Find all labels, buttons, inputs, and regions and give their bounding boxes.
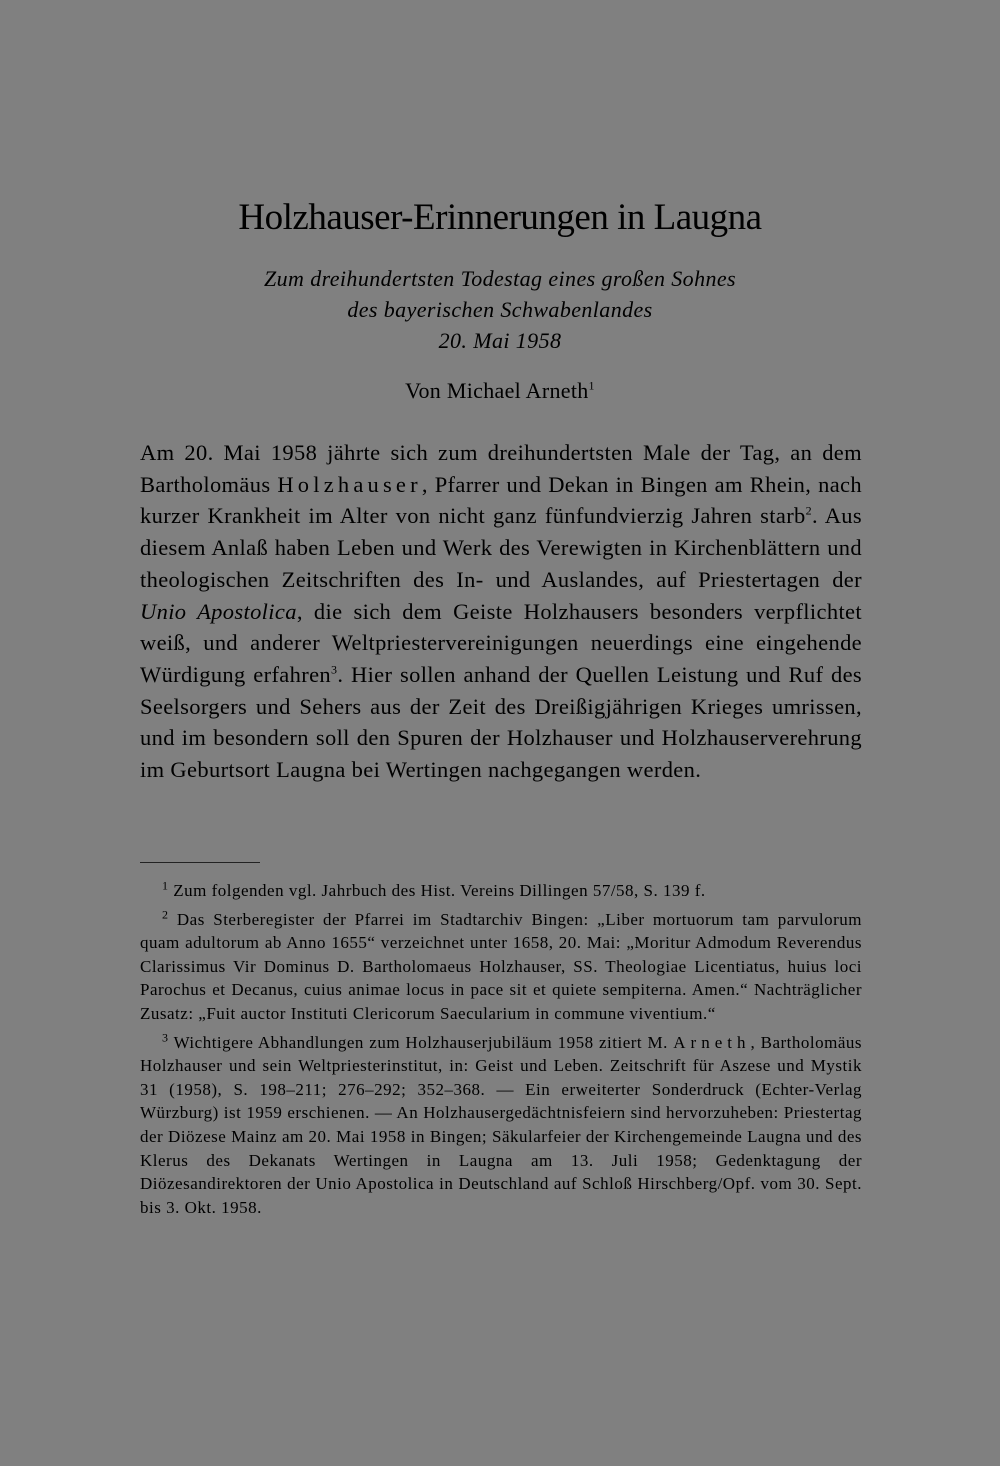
footnote-text: Zum folgenden vgl. Jahrbuch des Hist. Vereins Dillingen 57/58, S. 139 f. <box>173 881 706 900</box>
footnote-text: , Bartholomäus Holzhauser und sein Weltpriesterinstitut, in: Geist und Leben. Zeitschrift für Aszese und Mystik 31 (1958), S. 198–211; 276–292; 352–368. — Ein erweiterter Sonderdruck (Echter-Verlag Würzburg) ist 1959 erschienen. — An Holzhausergedächtnisfeiern sind hervorzuheben: Priestertag der Diözese Mainz am 20. Mai 1958 in Bingen; Säkularfeier der Kirchengemeinde Laugna und des Klerus des Dekanats Wertingen in Laugna am 13. Juli 1958; Gedenktagung der Diözesandirektoren der Unio Apostolica in Deutschland auf Schloß Hirschberg/Opf. vom 30. Sept. bis 3. Okt. 1958. <box>140 1032 862 1217</box>
body-text-5: . Hier sollen anhand der Quellen Leistung und Ruf des Seelsorgers und Sehers aus der Zeit des Dreißigjährigen Krieges umrissen, und im besondern soll den Spuren der Holzhauser und Holzhauserverehrung im Geburtsort Laugna bei Wertingen nachgegangen werden. <box>140 661 863 783</box>
subtitle-line-1: Zum dreihundertsten Todestag eines großen Sohnes <box>263 266 736 291</box>
body-paragraph <box>140 437 862 786</box>
footnote-separator <box>140 862 260 863</box>
body-text-3: . Aus diesem Anlaß haben Leben und Werk des Verewigten in Kirchenblättern und theologischen Zeitschriften des In- und Auslandes, auf Priestertagen der <box>140 503 862 592</box>
footnote-number: 1 <box>162 878 169 893</box>
footnote-text: Wichtigere Abhandlungen zum Holzhauserjubiläum 1958 zitiert M. <box>173 1032 674 1052</box>
footnote-text: Das Sterberegister der Pfarrei im Stadtarchiv Bingen: „Liber mortuorum tam parvulorum quam adultorum ab Anno 1655“ verzeichnet unter 1658, 20. Mai: „Moritur Admodum Reverendus Clarissimus Vir Dominus D. Bartholomaeus Holzhauser, SS. Theologiae Licentiatus, huius loci Parochus et Decanus, cuius animae locus in pace sit et quiete sempiterna. Amen.“ Nachträglicher Zusatz: „Fuit auctor Instituti Clericorum Saecularium in commune viventium.“ <box>140 909 863 1023</box>
body-text-1: Am 20. Mai 1958 jährte sich zum dreihundertsten Male der Tag, an dem Bartholomäus <box>140 440 862 497</box>
footnote-1 <box>140 879 862 903</box>
subtitle-date: 20. Mai 1958 <box>438 328 562 353</box>
footnote-name-spaced: Arneth <box>673 1032 751 1052</box>
subtitle-line-2: des bayerischen Schwabenlandes <box>347 297 653 322</box>
footnote-ref-2: 2 <box>805 503 813 518</box>
article-title: Holzhauser-Erinnerungen in Laugna <box>238 197 762 238</box>
body-name-spaced: Holzhauser <box>277 471 422 497</box>
footnote-number: 2 <box>162 906 169 921</box>
footnote-ref-3: 3 <box>331 662 338 677</box>
footnote-ref-1: 1 <box>588 378 595 393</box>
body-text-4: , die sich dem Geiste Holzhausers besonders verpflichtet weiß, und anderer Weltpriestervereinigungen neuerdings eine eingehende Würdigung erfahren <box>140 598 862 687</box>
footnote-2 <box>140 908 862 1026</box>
footnote-3 <box>140 1031 862 1220</box>
author-name: Von Michael Arneth <box>405 378 589 403</box>
author-line <box>0 378 1000 404</box>
body-italic-unio: Unio Apostolica <box>140 598 297 624</box>
footnote-number: 3 <box>162 1029 169 1044</box>
footnotes <box>140 879 862 1224</box>
body-text-2: , Pfarrer und Dekan in Bingen am Rhein, nach kurzer Krankheit im Alter von nicht ganz fünfundvierzig Jahren starb <box>140 471 862 529</box>
